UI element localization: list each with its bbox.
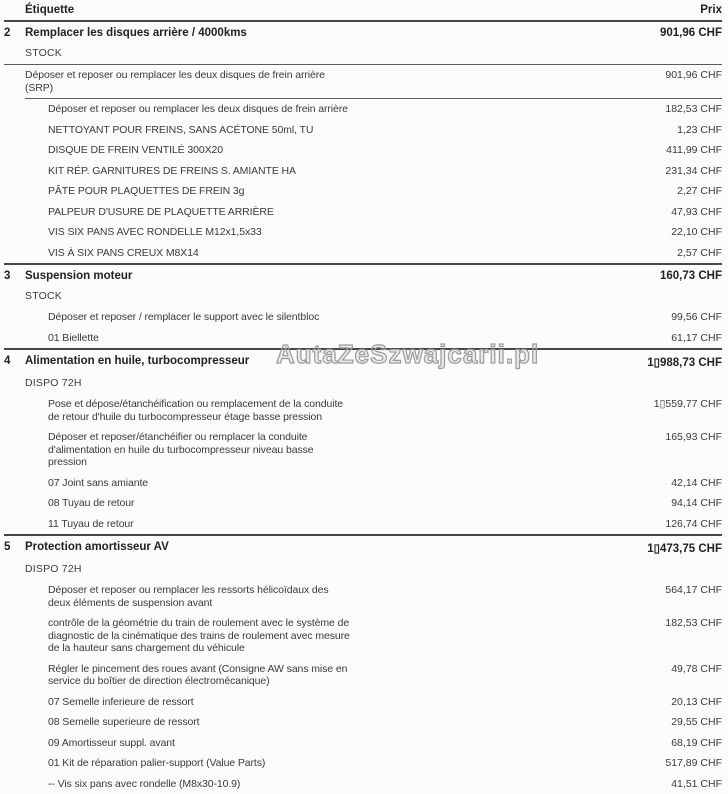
row-price: 68,19 CHF (661, 737, 722, 749)
item-row (4, 753, 722, 774)
row-text: 09 Amortisseur suppl. avant (4, 737, 355, 750)
row-text: 11 Tuyau de retour (4, 518, 352, 531)
section-number: 5 (4, 541, 25, 553)
row-text: 01 Biellette (4, 332, 355, 345)
row-price: 20,13 CHF (661, 696, 722, 708)
section-header-row (4, 350, 722, 372)
row-text: 08 Semelle superieure de ressort (4, 716, 355, 729)
row-price: 182,53 CHF (655, 103, 722, 115)
row-text: VIS À SIX PANS CREUX M8X14 (4, 247, 358, 260)
row-price: 1▯559,77 CHF (644, 398, 722, 410)
row-text: contrôle de la géométrie du train de roulement avec le système de diagnostic de la cinématique des trains de roulement avec mesure de la hauteur sans chargement du véhicule (4, 617, 352, 655)
row-text: KIT RÉP. GARNITURES DE FREINS S. AMIANTE HA (4, 165, 352, 178)
item-row (4, 659, 722, 692)
item-row (4, 307, 722, 328)
section (4, 348, 722, 534)
section-price: 160,73 CHF (660, 270, 722, 282)
watermark-text: AutaZeSzwajcarii.pl (276, 339, 539, 370)
row-text: Pose et dépose/étanchéification ou remplacement de la conduite de retour d'huile du turbocompresseur étage basse pression (4, 398, 346, 423)
section-title: Suspension moteur (25, 270, 660, 282)
price-column-header: Prix (700, 4, 722, 16)
row-text: 08 Tuyau de retour (4, 497, 355, 510)
row-price: 1,23 CHF (667, 124, 722, 136)
item-row (4, 202, 722, 223)
availability: DISPO 72H (4, 372, 722, 394)
section-header-row (4, 265, 722, 285)
row-text: PALPEUR D'USURE DE PLAQUETTE ARRIÈRE (4, 206, 355, 219)
row-text: Déposer et reposer / remplacer le support avec le silentbloc (4, 311, 355, 324)
row-text: Déposer et reposer ou remplacer les deux disques de frein arrière (4, 103, 352, 116)
section-price: 901,96 CHF (660, 27, 722, 39)
row-text: Déposer et reposer ou remplacer les deux disques de frein arrière (SRP) (4, 69, 340, 94)
item-row (4, 493, 722, 514)
section-rows (4, 64, 722, 263)
section (4, 263, 722, 348)
row-text: PÂTE POUR PLAQUETTES DE FREIN 3g (4, 185, 358, 198)
row-text: DISQUE DE FREIN VENTILÉ 300X20 (4, 144, 352, 157)
section-price: 1▯473,75 CHF (647, 541, 722, 555)
row-price: 47,93 CHF (661, 206, 722, 218)
item-row (4, 328, 722, 349)
row-price: 2,27 CHF (667, 185, 722, 197)
row-price: 182,53 CHF (655, 617, 722, 629)
section-rows (4, 307, 722, 348)
row-price: 411,99 CHF (656, 144, 722, 156)
item-row (4, 181, 722, 202)
availability: DISPO 72H (4, 558, 722, 580)
row-text: Régler le pincement des roues avant (Consigne AW sans mise en service du boîtier de direction électromécanique) (4, 663, 355, 688)
row-price: 49,78 CHF (661, 663, 722, 675)
item-row (4, 64, 722, 98)
availability: STOCK (4, 285, 722, 307)
item-row (4, 161, 722, 182)
item-row (4, 394, 722, 427)
row-price: 29,55 CHF (661, 716, 722, 728)
item-row (4, 774, 722, 794)
row-price: 126,74 CHF (655, 518, 722, 530)
row-text: VIS SIX PANS AVEC RONDELLE M12x1,5x33 (4, 226, 355, 239)
section-price: 1▯988,73 CHF (647, 355, 722, 369)
section-rows (4, 580, 722, 794)
row-price: 61,17 CHF (661, 332, 722, 344)
row-price: 99,56 CHF (661, 311, 722, 323)
document-body (4, 20, 722, 794)
row-text: 07 Joint sans amiante (4, 477, 355, 490)
row-price: 94,14 CHF (661, 497, 722, 509)
row-price: 41,51 CHF (661, 778, 722, 790)
section-number: 2 (4, 27, 25, 39)
row-price: 517,89 CHF (655, 757, 722, 769)
section-number: 3 (4, 270, 25, 282)
item-row (4, 692, 722, 713)
section-title: Remplacer les disques arrière / 4000kms (25, 27, 660, 39)
row-price: 22,10 CHF (661, 226, 722, 238)
section (4, 534, 722, 794)
row-price: 901,96 CHF (655, 69, 722, 81)
row-price: 165,93 CHF (655, 431, 722, 443)
item-row (4, 613, 722, 659)
row-text: Déposer et reposer/étanchéifier ou remplacer la conduite d'alimentation en huile du turbocompresseur niveau basse pression (4, 431, 352, 469)
row-text: NETTOYANT POUR FREINS, SANS ACÉTONE 50ml, TU (4, 124, 358, 137)
section-number: 4 (4, 355, 25, 367)
row-text: Déposer et reposer ou remplacer les ressorts hélicoïdaux des deux éléments de suspension avant (4, 584, 352, 609)
row-text: 01 Kit de réparation palier-support (Value Parts) (4, 757, 352, 770)
section-header-row (4, 536, 722, 558)
item-row (4, 712, 722, 733)
row-price: 42,14 CHF (661, 477, 722, 489)
row-text: -- Vis six pans avec rondelle (M8x30-10.9) (4, 778, 355, 791)
section-header-row (4, 22, 722, 42)
item-row (4, 580, 722, 613)
row-price: 231,34 CHF (655, 165, 722, 177)
item-row (4, 120, 722, 141)
item-row (4, 514, 722, 535)
item-row (4, 243, 722, 264)
item-row (4, 733, 722, 754)
item-row (4, 473, 722, 494)
item-row (4, 99, 722, 120)
label-column-header: Étiquette (25, 4, 74, 16)
section-rows (4, 394, 722, 534)
item-row (4, 427, 722, 473)
item-row (4, 222, 722, 243)
row-price: 2,57 CHF (667, 247, 722, 259)
row-text: 07 Semelle inferieure de ressort (4, 696, 355, 709)
item-row (4, 140, 722, 161)
availability: STOCK (4, 42, 722, 64)
row-price: 564,17 CHF (655, 584, 722, 596)
table-header-row (4, 2, 722, 20)
section-title: Protection amortisseur AV (25, 541, 647, 553)
section (4, 20, 722, 263)
section-title: Alimentation en huile, turbocompresseur (25, 355, 647, 367)
